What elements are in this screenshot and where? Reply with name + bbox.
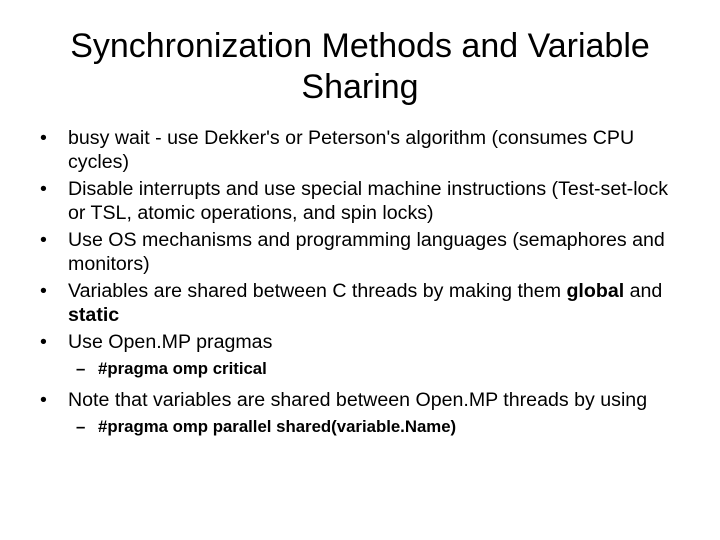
bullet-text: Use OS mechanisms and programming languages (semaphores and monitors): [68, 229, 665, 275]
bold-static: static: [68, 304, 120, 326]
bullet-dot: •: [40, 127, 47, 149]
bullet-disable-interrupts: [36, 177, 684, 225]
bullet-dot: •: [40, 280, 47, 302]
bullet-text: Note that variables are shared between Open.MP threads by using: [68, 389, 648, 411]
bullet-dot: •: [40, 331, 47, 353]
bullet-text: Disable interrupts and use special machine instructions (Test-set-lock or TSL, atomic operations, and spin locks): [68, 178, 669, 224]
bullet-text: busy wait - use Dekker's or Peterson's algorithm (consumes CPU cycles): [68, 127, 635, 173]
sub-bullet-text: #pragma omp critical: [98, 359, 267, 378]
title-line-1: Synchronization Methods and Variable: [70, 27, 650, 65]
bullet-dot: •: [40, 178, 47, 200]
bullet-dot: •: [40, 389, 47, 411]
sub-bullet-text: #pragma omp parallel shared(variable.Name): [98, 417, 457, 436]
bullet-openmp-shared: [36, 388, 684, 412]
sub-bullet-omp-parallel-shared: [36, 416, 684, 438]
bullet-openmp-pragmas: [36, 330, 684, 354]
bullet-dot: •: [40, 229, 47, 251]
bullet-busy-wait: [36, 126, 684, 174]
bullet-os-mechanisms: [36, 228, 684, 276]
bullet-list: [36, 126, 684, 446]
bold-global: global: [566, 280, 625, 302]
sub-bullet-dash: –: [76, 417, 86, 436]
title-line-2: Sharing: [301, 68, 419, 106]
bullet-text-middle: and: [624, 280, 663, 302]
sub-bullet-omp-critical: [36, 358, 684, 380]
bullet-text-before: Variables are shared between C threads by making them: [68, 280, 567, 302]
bullet-shared-variables: [36, 279, 684, 327]
slide-title: [36, 26, 684, 108]
bullet-text: Use Open.MP pragmas: [68, 331, 273, 353]
sub-bullet-dash: –: [76, 359, 86, 378]
